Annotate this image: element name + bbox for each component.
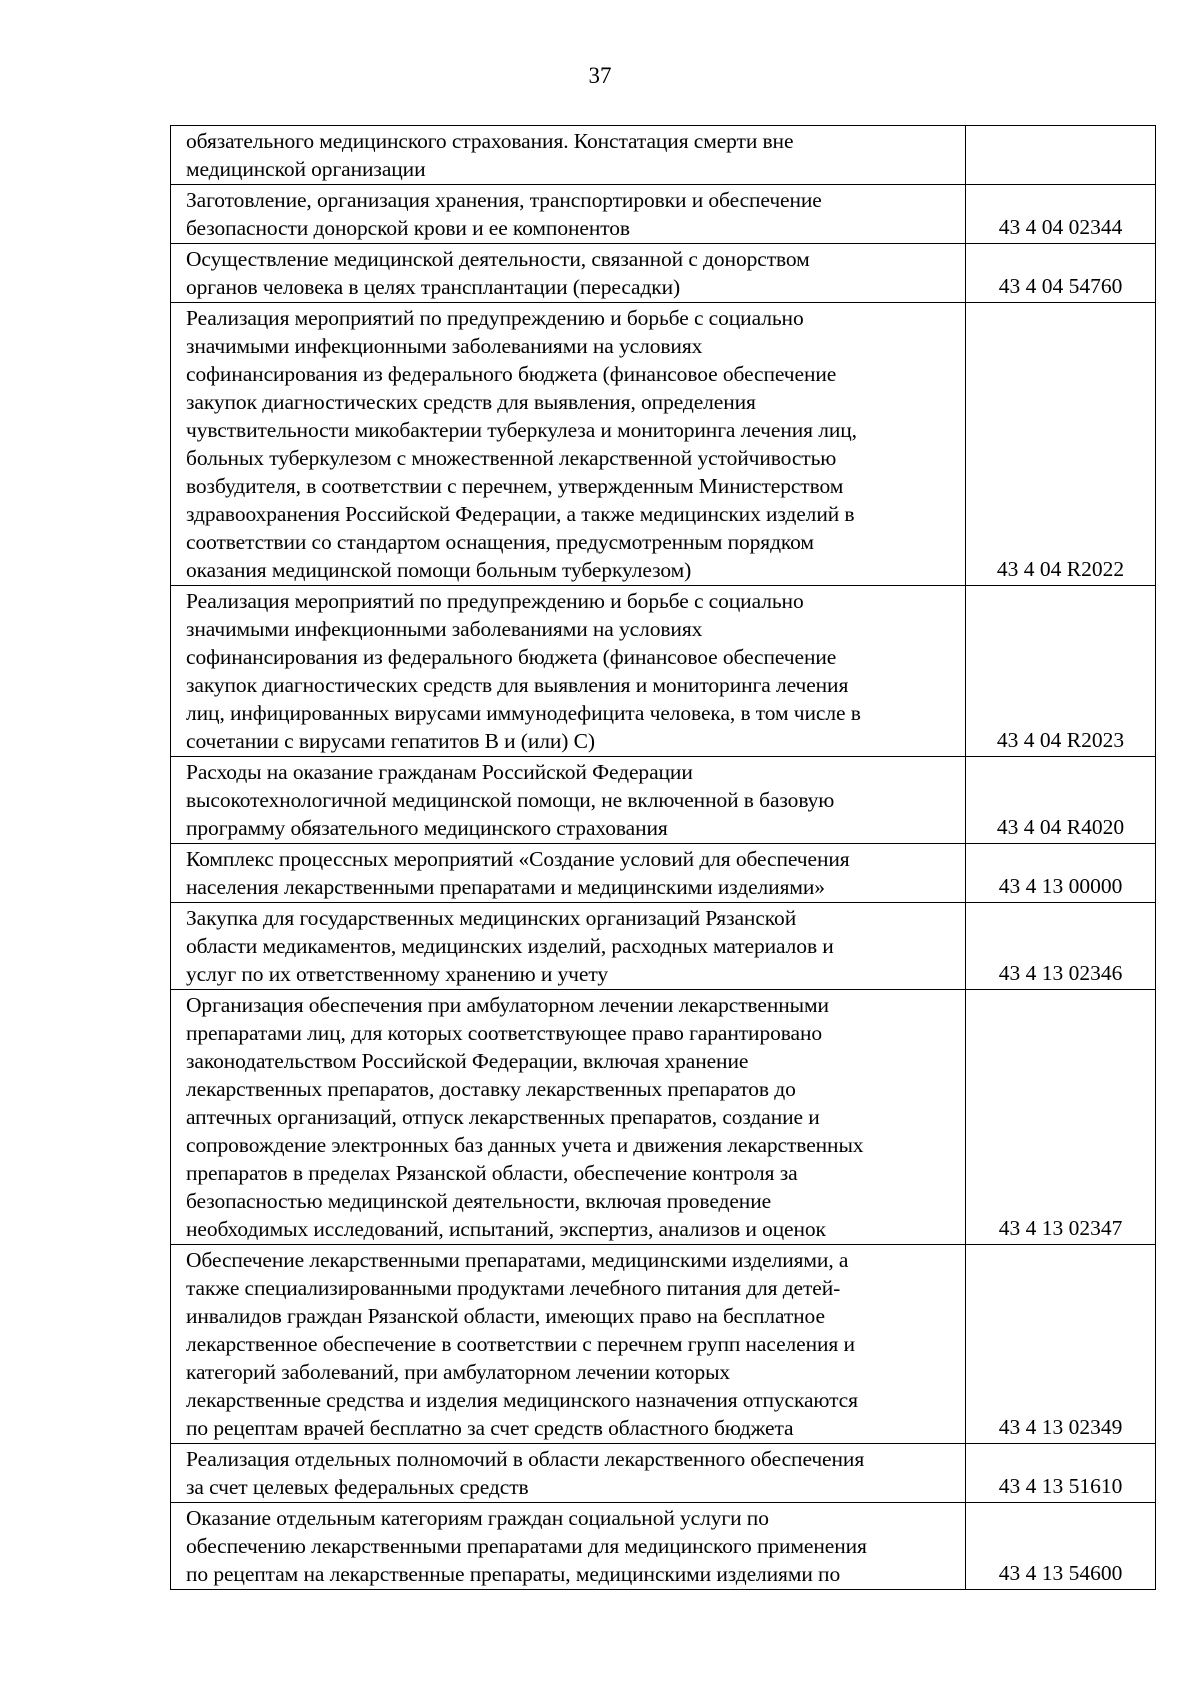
- row-name-cell: Обеспечение лекарственными препаратами, медицинскими изделиями, а также специализированными продуктами лечебного питания для детей- инвалидов граждан Рязанской области, имеющих право на бесплатное лекарственное обеспечение в соответствии с перечнем групп населения и категорий заболеваний, при амбулаторном лечении которых лекарственные средства и изделия медицинского назначения отпускаются по рецептам врачей бесплатно за счет средств областного бюджета: [171, 1245, 966, 1444]
- row-name-cell: Комплекс процессных мероприятий «Создание условий для обеспечения населения лекарственными препаратами и медицинскими изделиями»: [171, 844, 966, 903]
- row-code-cell: 43 4 04 54760: [966, 244, 1156, 303]
- row-code-cell: 43 4 13 02346: [966, 903, 1156, 990]
- row-code-cell: 43 4 04 02344: [966, 185, 1156, 244]
- table-row: [171, 185, 1156, 244]
- table-row: [171, 303, 1156, 586]
- row-code-cell: 43 4 13 00000: [966, 844, 1156, 903]
- table-row: [171, 126, 1156, 185]
- budget-classification-table: [170, 125, 1156, 1590]
- row-name-cell: Расходы на оказание гражданам Российской Федерации высокотехнологичной медицинской помощи, не включенной в базовую программу обязательного медицинского страхования: [171, 757, 966, 844]
- page-number: 37: [588, 63, 612, 88]
- row-name-cell: Заготовление, организация хранения, транспортировки и обеспечение безопасности донорской крови и ее компонентов: [171, 185, 966, 244]
- table-row: [171, 757, 1156, 844]
- table-row: [171, 244, 1156, 303]
- row-code-cell: 43 4 13 02349: [966, 1245, 1156, 1444]
- row-name-cell: обязательного медицинского страхования. Констатация смерти вне медицинской организации: [171, 126, 966, 185]
- row-name-cell: Организация обеспечения при амбулаторном лечении лекарственными препаратами лиц, для которых соответствующее право гарантировано законодательством Российской Федерации, включая хранение лекарственных препаратов, доставку лекарственных препаратов до аптечных организаций, отпуск лекарственных препаратов, создание и сопровождение электронных баз данных учета и движения лекарственных препаратов в пределах Рязанской области, обеспечение контроля за безопасностью медицинской деятельности, включая проведение необходимых исследований, испытаний, экспертиз, анализов и оценок: [171, 990, 966, 1245]
- table-row: [171, 1245, 1156, 1444]
- row-code-cell: 43 4 13 02347: [966, 990, 1156, 1245]
- row-name-cell: Закупка для государственных медицинских организаций Рязанской области медикаментов, медицинских изделий, расходных материалов и услуг по их ответственному хранению и учету: [171, 903, 966, 990]
- table-row: [171, 1503, 1156, 1590]
- table-row: [171, 903, 1156, 990]
- row-code-cell: 43 4 13 51610: [966, 1444, 1156, 1503]
- row-code-cell: 43 4 13 54600: [966, 1503, 1156, 1590]
- table-row: [171, 586, 1156, 757]
- row-code-cell: 43 4 04 R2022: [966, 303, 1156, 586]
- row-name-cell: Реализация отдельных полномочий в области лекарственного обеспечения за счет целевых федеральных средств: [171, 1444, 966, 1503]
- row-name-cell: Осуществление медицинской деятельности, связанной с донорством органов человека в целях трансплантации (пересадки): [171, 244, 966, 303]
- row-name-cell: Реализация мероприятий по предупреждению и борьбе с социально значимыми инфекционными заболеваниями на условиях софинансирования из федерального бюджета (финансовое обеспечение закупок диагностических средств для выявления и мониторинга лечения лиц, инфицированных вирусами иммунодефицита человека, в том числе в сочетании с вирусами гепатитов В и (или) С): [171, 586, 966, 757]
- table-row: [171, 990, 1156, 1245]
- row-code-cell: [966, 126, 1156, 185]
- row-code-cell: 43 4 04 R4020: [966, 757, 1156, 844]
- row-code-cell: 43 4 04 R2023: [966, 586, 1156, 757]
- table-row: [171, 844, 1156, 903]
- table-row: [171, 1444, 1156, 1503]
- row-name-cell: Оказание отдельным категориям граждан социальной услуги по обеспечению лекарственными препаратами для медицинского применения по рецептам на лекарственные препараты, медицинскими изделиями по: [171, 1503, 966, 1590]
- row-name-cell: Реализация мероприятий по предупреждению и борьбе с социально значимыми инфекционными заболеваниями на условиях софинансирования из федерального бюджета (финансовое обеспечение закупок диагностических средств для выявления, определения чувствительности микобактерии туберкулеза и мониторинга лечения лиц, больных туберкулезом с множественной лекарственной устойчивостью возбудителя, в соответствии с перечнем, утвержденным Министерством здравоохранения Российской Федерации, а также медицинских изделий в соответствии со стандартом оснащения, предусмотренным порядком оказания медицинской помощи больным туберкулезом): [171, 303, 966, 586]
